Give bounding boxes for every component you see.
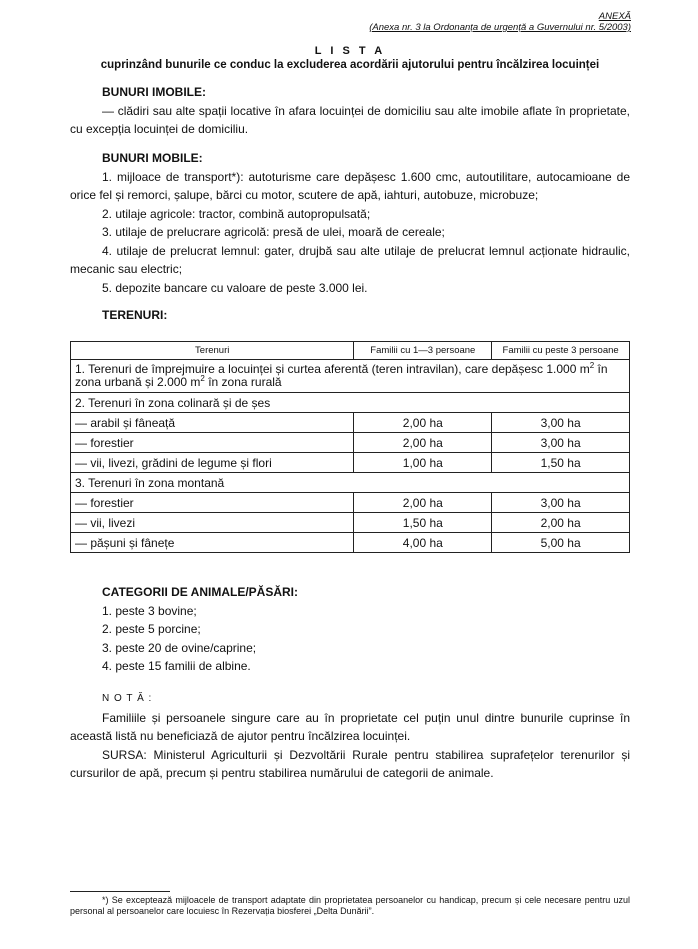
value-small-family: 1,00 ha bbox=[354, 453, 492, 473]
list-title: L I S T A bbox=[314, 45, 386, 57]
row1-sup: 2 bbox=[200, 374, 205, 383]
terenuri-heading: TERENURI: bbox=[102, 308, 168, 322]
footnote-divider bbox=[70, 891, 170, 892]
table-row bbox=[71, 513, 630, 533]
animale-item: 1. peste 3 bovine; bbox=[102, 603, 197, 618]
value-large-family: 3,00 ha bbox=[492, 413, 630, 433]
land-type: — forestier bbox=[71, 493, 354, 513]
table-row bbox=[71, 493, 630, 513]
row1-cell bbox=[71, 360, 630, 393]
value-large-family: 1,50 ha bbox=[492, 453, 630, 473]
table-row bbox=[71, 360, 630, 393]
column-header: Familii cu 1—3 persoane bbox=[354, 342, 492, 360]
table-row bbox=[71, 393, 630, 413]
table-row bbox=[71, 453, 630, 473]
value-small-family: 2,00 ha bbox=[354, 413, 492, 433]
table-row bbox=[71, 473, 630, 493]
value-small-family: 2,00 ha bbox=[354, 433, 492, 453]
footnote-text: *) Se exceptează mijloacele de transport adaptate din proprietatea persoanelor cu handicap, precum și cele necesare pentru uzul personal al persoanelor care locuiesc în Rezervația biosferei „Delta Dunării”. bbox=[70, 895, 630, 916]
column-header: Familii cu peste 3 persoane bbox=[492, 342, 630, 360]
value-large-family: 3,00 ha bbox=[492, 493, 630, 513]
footnote bbox=[70, 895, 630, 917]
row1-text: 1. Terenuri de împrejmuire a locuinței și curtea aferentă (teren intravilan), care depășesc 1.000 m bbox=[75, 362, 590, 376]
nota-heading: N O T Ă : bbox=[102, 693, 153, 704]
land-type: — forestier bbox=[71, 433, 354, 453]
animale-item: 4. peste 15 familii de albine. bbox=[102, 659, 251, 673]
land-type: — vii, livezi, grădini de legume și flori bbox=[71, 453, 354, 473]
row1-text: în zona rurală bbox=[204, 375, 282, 389]
table-row bbox=[71, 533, 630, 553]
column-header: Terenuri bbox=[71, 342, 354, 360]
table-row bbox=[71, 413, 630, 433]
imobile-text: — clădiri sau alte spații locative în afara locuinței de domiciliu sau alte imobile aflate în proprietate, cu excepția locuinței de domiciliu. bbox=[70, 103, 630, 136]
annex-reference: (Anexa nr. 3 la Ordonanța de urgență a Guvernului nr. 5/2003) bbox=[369, 22, 631, 33]
mobile-item: 3. utilaje de prelucrare agricolă: presă de ulei, moară de cereale; bbox=[102, 225, 445, 239]
land-type: — arabil și fâneață bbox=[71, 413, 354, 433]
nota-paragraph: Familiile și persoanele singure care au în proprietate cel puțin unul dintre bunurile cuprinse în această listă nu beneficiază de ajutor pentru încălzirea locuinței. bbox=[70, 710, 630, 743]
mobile-section bbox=[70, 149, 630, 297]
section-cell: 2. Terenuri în zona colinară și de șes bbox=[71, 393, 630, 413]
value-large-family: 2,00 ha bbox=[492, 513, 630, 533]
annex-label: ANEXĂ bbox=[598, 11, 631, 22]
animale-item: 2. peste 5 porcine; bbox=[102, 622, 201, 636]
nota-section bbox=[70, 690, 630, 783]
value-large-family: 5,00 ha bbox=[492, 533, 630, 553]
table-row bbox=[71, 433, 630, 453]
value-large-family: 3,00 ha bbox=[492, 433, 630, 453]
land-type: — pășuni și fânețe bbox=[71, 533, 354, 553]
mobile-heading: BUNURI MOBILE: bbox=[102, 151, 203, 165]
mobile-item: 4. utilaje de prelucrat lemnul: gater, drujbă sau alte utilaje de prelucrat lemnul acționate hidraulic, mecanic sau electric; bbox=[70, 243, 630, 276]
mobile-item: 5. depozite bancare cu valoare de peste 3.000 lei. bbox=[102, 280, 368, 295]
mobile-item: 2. utilaje agricole: tractor, combină autopropulsată; bbox=[102, 206, 371, 221]
value-small-family: 1,50 ha bbox=[354, 513, 492, 533]
table-header-row bbox=[71, 342, 630, 360]
animale-section bbox=[70, 583, 630, 676]
value-small-family: 4,00 ha bbox=[354, 533, 492, 553]
animale-heading: CATEGORII DE ANIMALE/PĂSĂRI: bbox=[102, 585, 299, 599]
section-cell: 3. Terenuri în zona montană bbox=[71, 473, 630, 493]
nota-paragraph: SURSA: Ministerul Agriculturii și Dezvoltării Rurale pentru stabilirea suprafețelor terenurilor și cursurilor de apă, precum și pentru stabilirea numărului de categorii de animale. bbox=[70, 747, 630, 780]
value-small-family: 2,00 ha bbox=[354, 493, 492, 513]
animale-item: 3. peste 20 de ovine/caprine; bbox=[102, 640, 257, 655]
mobile-item: 1. mijloace de transport*): autoturisme care depășesc 1.600 cmc, autoutilitare, autocamioane de orice fel și remorci, șalupe, bărci cu motor, scutere de apă, iahturi, autobuze, microbuze; bbox=[70, 169, 630, 202]
row1-sup: 2 bbox=[589, 361, 595, 370]
land-type: — vii, livezi bbox=[71, 513, 354, 533]
imobile-section bbox=[70, 83, 630, 139]
row1-text: în zona urbană și 2.000 m bbox=[75, 362, 608, 389]
imobile-heading: BUNURI IMOBILE: bbox=[102, 85, 206, 99]
terenuri-table bbox=[70, 341, 630, 553]
terenuri-section bbox=[70, 306, 630, 325]
list-subtitle: cuprinzând bunurile ce conduc la excluderea acordării ajutorului pentru încălzirea locuinței bbox=[100, 59, 600, 71]
